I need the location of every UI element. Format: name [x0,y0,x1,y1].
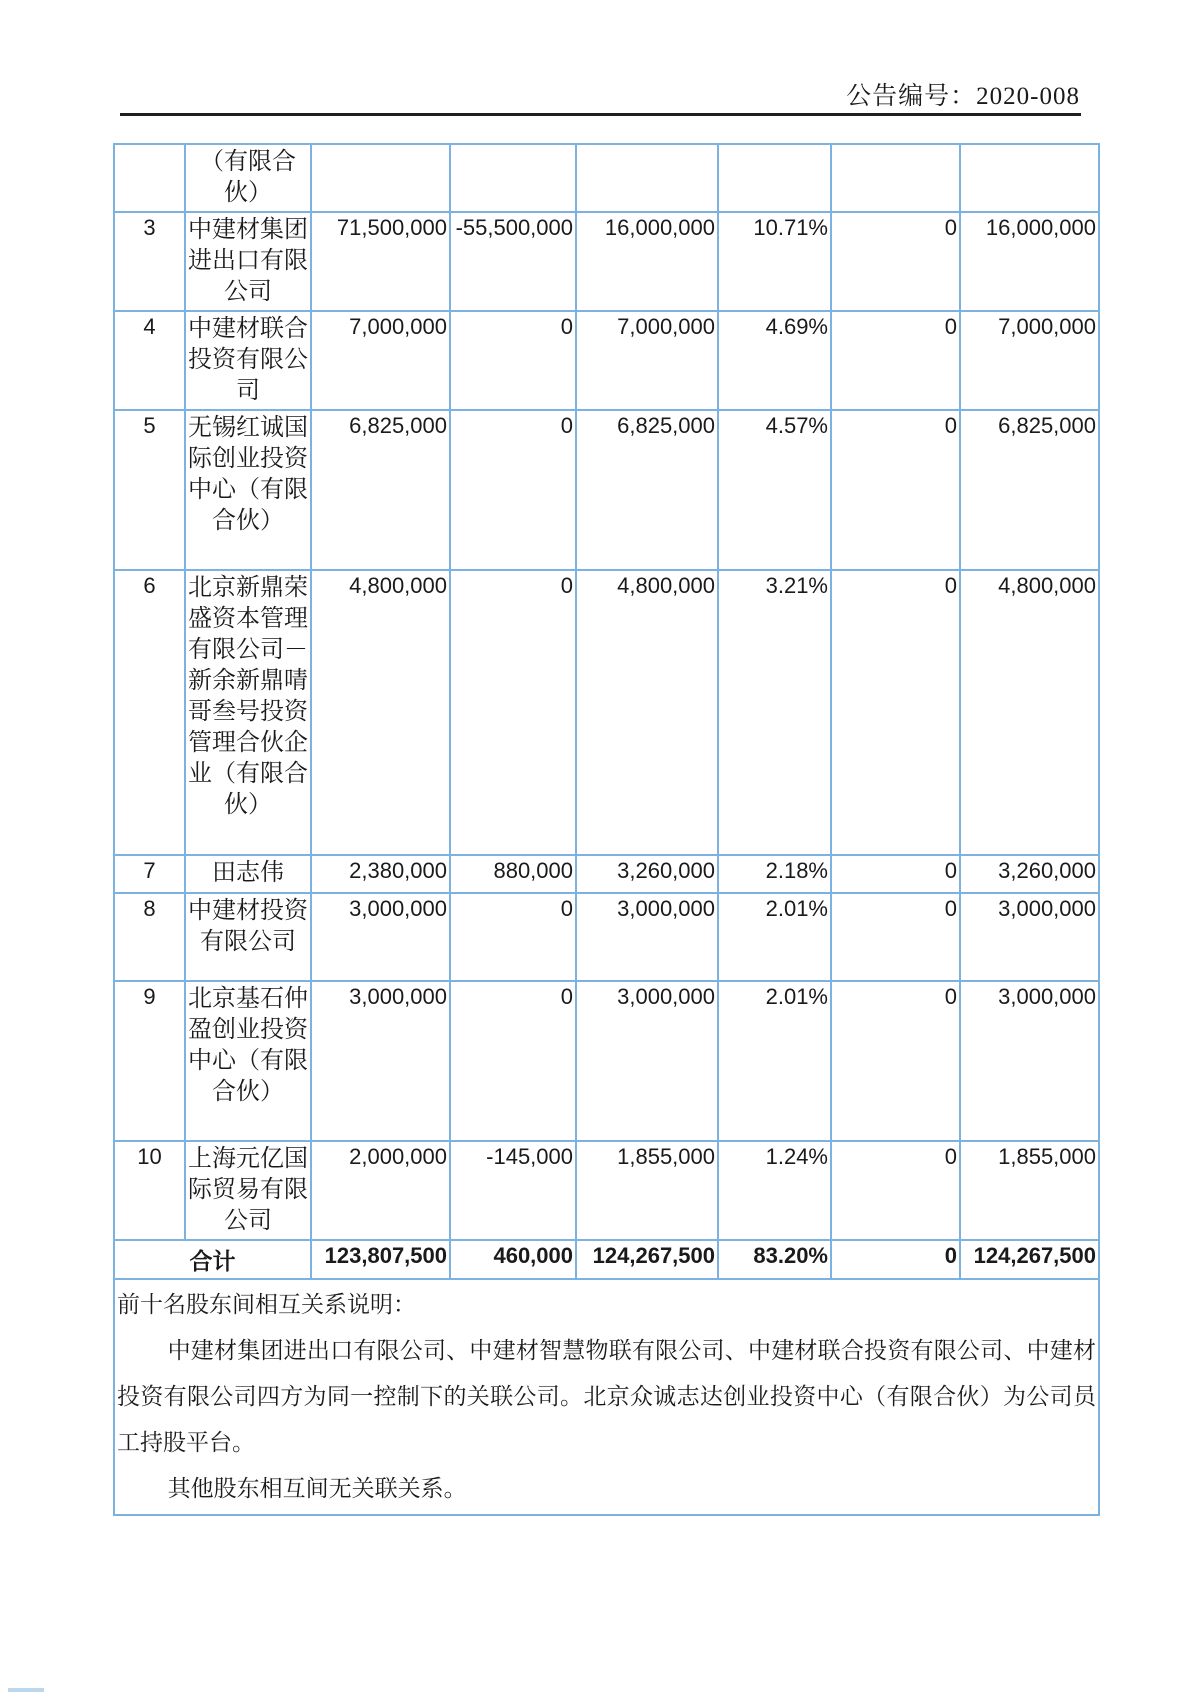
notes-paragraph-2: 其他股东相互间无关联关系。 [167,1476,467,1501]
relationship-notes-cell [114,1279,1099,1515]
shareholder-row [114,410,1099,570]
cell-shareholding-ratio: 4.57% [718,410,831,570]
cell-pledged-frozen: 0 [831,570,960,855]
cell-shares-final: 1,855,000 [960,1141,1099,1240]
cell-shares-change: 0 [450,570,576,855]
cell-shareholding-ratio: 4.69% [718,311,831,410]
cell-shares-change: 0 [450,410,576,570]
cell-shareholding-ratio: 3.21% [718,570,831,855]
cell-shares-begin: 3,000,000 [311,893,450,981]
cell-pledged-frozen [831,144,960,212]
cell-shareholder-name: 田志伟 [185,855,311,893]
cell-shares-final-total: 124,267,500 [960,1240,1099,1279]
cell-rank: 3 [114,212,185,311]
cell-shares-final: 6,825,000 [960,410,1099,570]
cell-shareholder-name: （有限合伙） [185,144,311,212]
cell-shares-change: 0 [450,893,576,981]
cell-shares-end: 16,000,000 [576,212,718,311]
shareholder-row [114,1141,1099,1240]
cell-rank: 8 [114,893,185,981]
cell-shareholding-ratio: 1.24% [718,1141,831,1240]
cell-shares-change: -55,500,000 [450,212,576,311]
cell-shares-begin: 2,380,000 [311,855,450,893]
cell-rank: 10 [114,1141,185,1240]
cell-pledged-frozen: 0 [831,855,960,893]
cell-shares-begin: 2,000,000 [311,1141,450,1240]
shareholder-row [114,311,1099,410]
cell-shares-end: 3,000,000 [576,981,718,1141]
carryover-row [114,144,1099,212]
cell-shares-begin: 7,000,000 [311,311,450,410]
cell-shares-end: 6,825,000 [576,410,718,570]
cell-shares-begin-total: 123,807,500 [311,1240,450,1279]
shareholder-row [114,212,1099,311]
cell-shareholding-ratio: 2.01% [718,981,831,1141]
cell-shareholding-ratio [718,144,831,212]
cell-shares-final: 3,000,000 [960,893,1099,981]
cell-rank: 6 [114,570,185,855]
cell-shareholding-ratio: 2.18% [718,855,831,893]
cell-shares-final: 4,800,000 [960,570,1099,855]
cell-shares-final [960,144,1099,212]
total-row [114,1240,1099,1279]
shareholder-row [114,981,1099,1141]
cell-shares-end: 3,000,000 [576,893,718,981]
cell-shares-begin: 4,800,000 [311,570,450,855]
cell-shares-begin: 71,500,000 [311,212,450,311]
cell-shares-change [450,144,576,212]
cell-shareholder-name: 北京新鼎荣盛资本管理有限公司－新余新鼎啨哥叁号投资管理合伙企业（有限合伙） [185,570,311,855]
notes-paragraph-1: 中建材集团进出口有限公司、中建材智慧物联有限公司、中建材联合投资有限公司、中建材投资有限公司四方为同一控制下的关联公司。北京众诚志达创业投资中心（有限合伙）为公司员工持股平台。 [117,1338,1096,1455]
cell-shares-change: 0 [450,311,576,410]
announcement-number: 公告编号：2020-008 [846,83,1080,110]
cell-shareholder-name: 中建材集团进出口有限公司 [185,212,311,311]
cell-rank: 5 [114,410,185,570]
top-shareholders-table [113,143,1100,1516]
cell-shares-change: -145,000 [450,1141,576,1240]
cell-shareholder-name: 上海元亿国际贸易有限公司 [185,1141,311,1240]
cell-shares-end: 1,855,000 [576,1141,718,1240]
cell-shareholding-ratio: 2.01% [718,893,831,981]
cell-shares-end [576,144,718,212]
notes-heading: 前十名股东间相互关系说明： [117,1292,416,1317]
cell-shareholder-name: 中建材投资有限公司 [185,893,311,981]
cell-shares-final: 3,260,000 [960,855,1099,893]
cell-pledged-frozen: 0 [831,410,960,570]
cell-shareholder-name: 北京基石仲盈创业投资中心（有限合伙） [185,981,311,1141]
cell-shares-change: 0 [450,981,576,1141]
cell-total-label: 合计 [114,1240,311,1279]
cell-shares-change-total: 460,000 [450,1240,576,1279]
cell-shares-begin [311,144,450,212]
cell-shares-final: 16,000,000 [960,212,1099,311]
cell-pledged-frozen: 0 [831,1141,960,1240]
scan-artifact-mark [8,1688,44,1692]
cell-pledged-frozen: 0 [831,212,960,311]
cell-rank: 9 [114,981,185,1141]
cell-shares-final: 7,000,000 [960,311,1099,410]
cell-shares-begin: 6,825,000 [311,410,450,570]
cell-shares-begin: 3,000,000 [311,981,450,1141]
cell-shares-end: 4,800,000 [576,570,718,855]
cell-shareholder-name: 无锡红诚国际创业投资中心（有限合伙） [185,410,311,570]
cell-shares-end-total: 124,267,500 [576,1240,718,1279]
cell-shareholder-name: 中建材联合投资有限公司 [185,311,311,410]
cell-pledged-frozen-total: 0 [831,1240,960,1279]
shareholder-row [114,893,1099,981]
cell-shares-end: 3,260,000 [576,855,718,893]
cell-rank: 7 [114,855,185,893]
cell-pledged-frozen: 0 [831,981,960,1141]
cell-shares-end: 7,000,000 [576,311,718,410]
cell-shares-final: 3,000,000 [960,981,1099,1141]
cell-shares-change: 880,000 [450,855,576,893]
shareholder-row [114,855,1099,893]
cell-pledged-frozen: 0 [831,893,960,981]
cell-shareholding-ratio-total: 83.20% [718,1240,831,1279]
notes-row [114,1279,1099,1515]
cell-rank [114,144,185,212]
cell-rank: 4 [114,311,185,410]
shareholder-row [114,570,1099,855]
cell-shareholding-ratio: 10.71% [718,212,831,311]
cell-pledged-frozen: 0 [831,311,960,410]
header-divider [120,113,1081,116]
